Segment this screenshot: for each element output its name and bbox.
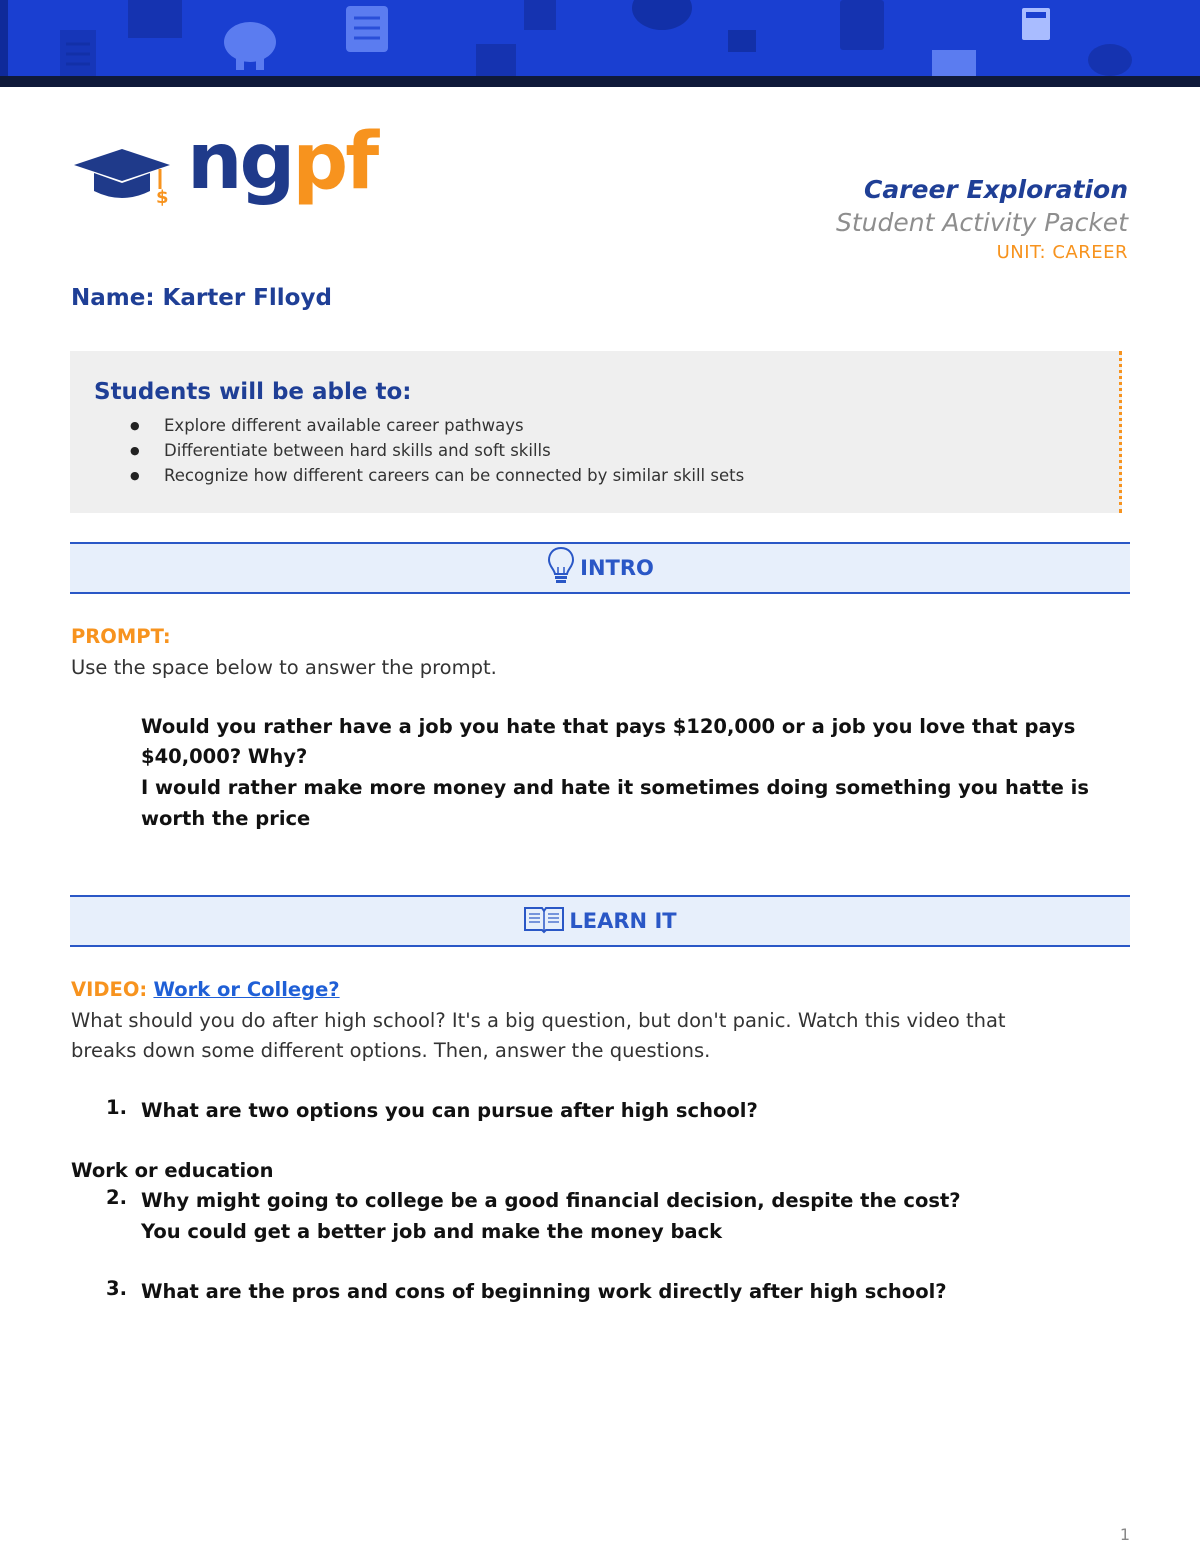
question-2: Why might going to college be a good financial decision, despite the cost? [141,1189,961,1212]
unit-label: UNIT: CAREER [996,242,1128,263]
prompt-instruction: Use the space below to answer the prompt. [71,656,497,679]
open-book-icon [523,904,565,938]
top-banner [0,0,1200,76]
prompt-answer-line2[interactable]: worth the price [141,807,311,830]
page-number: 1 [1119,1525,1130,1544]
video-link[interactable]: Work or College? [153,978,340,1001]
banner-pattern [0,0,1200,76]
answer-1[interactable]: Work or education [71,1159,274,1182]
objective-item: ● Explore different available career pathways [130,413,744,438]
video-label: VIDEO: [71,978,148,1001]
logo-ng: ng [187,117,293,207]
section-header-learn-it [70,895,1130,947]
svg-text:$: $ [156,187,169,208]
objective-item: ● Differentiate between hard skills and soft skills [130,438,744,463]
video-line [71,975,340,1005]
question-number: 2. [106,1186,127,1209]
question-number: 1. [106,1096,127,1119]
document-subtitle: Student Activity Packet [835,208,1128,237]
objectives-box [70,351,1122,513]
ngpf-logo [72,117,377,215]
section-header-intro [70,542,1130,594]
banner-stripe [0,76,1200,87]
objectives-list [130,413,744,488]
objective-item: ● Recognize how different careers can be connected by similar skill sets [130,463,744,488]
title-block [836,174,1128,267]
graduation-cap-icon [72,143,182,213]
section-label: INTRO [580,556,654,580]
question-3: What are the pros and cons of beginning work directly after high school? [141,1280,947,1303]
student-name: Name: Karter Flloyd [71,285,332,311]
prompt-label [71,622,171,652]
prompt-label-text: PROMPT: [71,625,171,648]
logo-pf: pf [292,117,377,207]
prompt-question-line1: Would you rather have a job you hate that pays $120,000 or a job you love that pays [141,715,1076,738]
prompt-question-line2: $40,000? Why? [141,745,308,768]
section-label: LEARN IT [569,909,677,933]
answer-2[interactable]: You could get a better job and make the money back [141,1220,723,1243]
video-description-line2: breaks down some different options. Then, answer the questions. [71,1039,711,1062]
logo-wordmark [187,117,377,207]
document-title: Career Exploration [863,175,1128,204]
lightbulb-icon [546,545,576,591]
prompt-answer-line1[interactable]: I would rather make more money and hate it sometimes doing something you hatte is [141,776,1089,799]
video-description-line1: What should you do after high school? It's a big question, but don't panic. Watch this video that [71,1009,1006,1032]
objectives-heading: Students will be able to: [94,379,412,405]
question-1: What are two options you can pursue after high school? [141,1099,758,1122]
question-number: 3. [106,1277,127,1300]
